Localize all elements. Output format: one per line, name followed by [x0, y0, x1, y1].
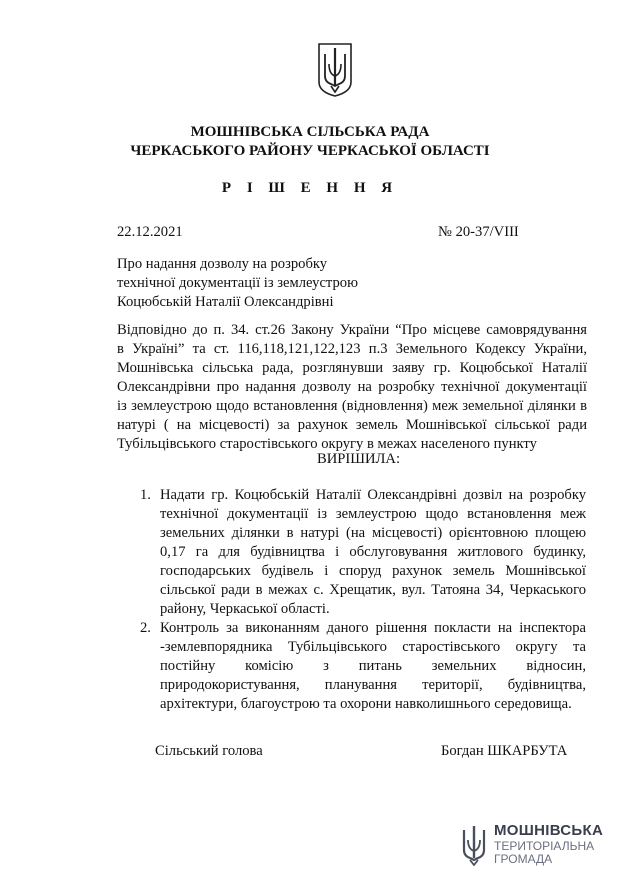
- item-line: 0,17 га для будівництва і обслуговування житлового будинку,: [160, 544, 586, 560]
- signature-name: Богдан ШКАРБУТА: [441, 743, 568, 759]
- district-name: ЧЕРКАСЬКОГО РАЙОНУ ЧЕРКАСЬКОЇ ОБЛАСТІ: [130, 143, 490, 159]
- item-line: Надати гр. Коцюбській Наталії Олександрівні дозвіл на розробку: [160, 487, 586, 503]
- trident-icon: [460, 824, 488, 866]
- preamble-line: натурі ( на місцевості) за рахунок земель Мошнівської сільської ради: [117, 417, 587, 433]
- community-brand-logo: [460, 822, 610, 868]
- item-line: земельних ділянки в натурі (на місцевості) орієнтовною площею: [160, 525, 586, 541]
- item-line: господарських будівель і споруд рахунок земель Мошнівської: [160, 563, 586, 579]
- item-line: сільської ради в межах с. Хрещатик, вул. Татояна 34, Черкаського: [160, 582, 586, 598]
- preamble-line: Олександрівни про надання дозволу на розробку технічної документації: [117, 379, 587, 395]
- subject-line: Про надання дозволу на розробку: [117, 256, 328, 272]
- item-number: 2.: [140, 620, 151, 636]
- preamble-line: Тубільцівського старостівського округу в межах населеного пункту: [117, 436, 537, 452]
- decision-date: 22.12.2021: [117, 224, 183, 240]
- signature-position: Сільський голова: [155, 743, 263, 759]
- subject-line: Коцюбській Наталії Олександрівні: [117, 294, 334, 310]
- document-title: Р І Ш Е Н Н Я: [221, 180, 399, 196]
- decided-heading: ВИРІШИЛА:: [317, 451, 401, 467]
- coat-of-arms-emblem: [317, 42, 353, 98]
- preamble-line: Мошнівська сільська рада, розглянувши заяву гр. Коцюбської Наталії: [117, 360, 587, 376]
- item-line: -землевпорядника Тубільцівського старостівського округу та: [160, 639, 586, 655]
- preamble-line: в Україні” та ст. 116,118,121,122,123 п.3 Земельного Кодексу України,: [117, 341, 587, 357]
- brand-name: МОШНІВСЬКА: [494, 822, 604, 839]
- subject-line: технічної документації із землеустрою: [117, 275, 358, 291]
- item-line: технічної документації із землеустрою щодо встановлення меж: [160, 506, 586, 522]
- preamble-line: із землеустрою щодо встановлення (відновлення) меж земельної ділянки в: [117, 398, 587, 414]
- council-name: МОШНІВСЬКА СІЛЬСЬКА РАДА: [190, 124, 430, 140]
- item-line: Контроль за виконанням даного рішення покласти на інспектора: [160, 620, 586, 636]
- item-line: архітектури, благоустрою та охорони навколишнього середовища.: [160, 696, 572, 712]
- preamble-line: Відповідно до п. 34. ст.26 Закону України “Про місцеве самоврядування: [117, 322, 587, 338]
- brand-subtitle: ГРОМАДА: [494, 852, 553, 866]
- item-line: району, Черкаської області.: [160, 601, 330, 617]
- item-line: природокористування, планування території, будівництва,: [160, 677, 586, 693]
- decision-number: № 20-37/VIII: [438, 224, 519, 240]
- item-line: постійну комісію з питань земельних відносин,: [160, 658, 586, 674]
- item-number: 1.: [140, 487, 151, 503]
- brand-subtitle: ТЕРИТОРІАЛЬНА: [494, 839, 595, 853]
